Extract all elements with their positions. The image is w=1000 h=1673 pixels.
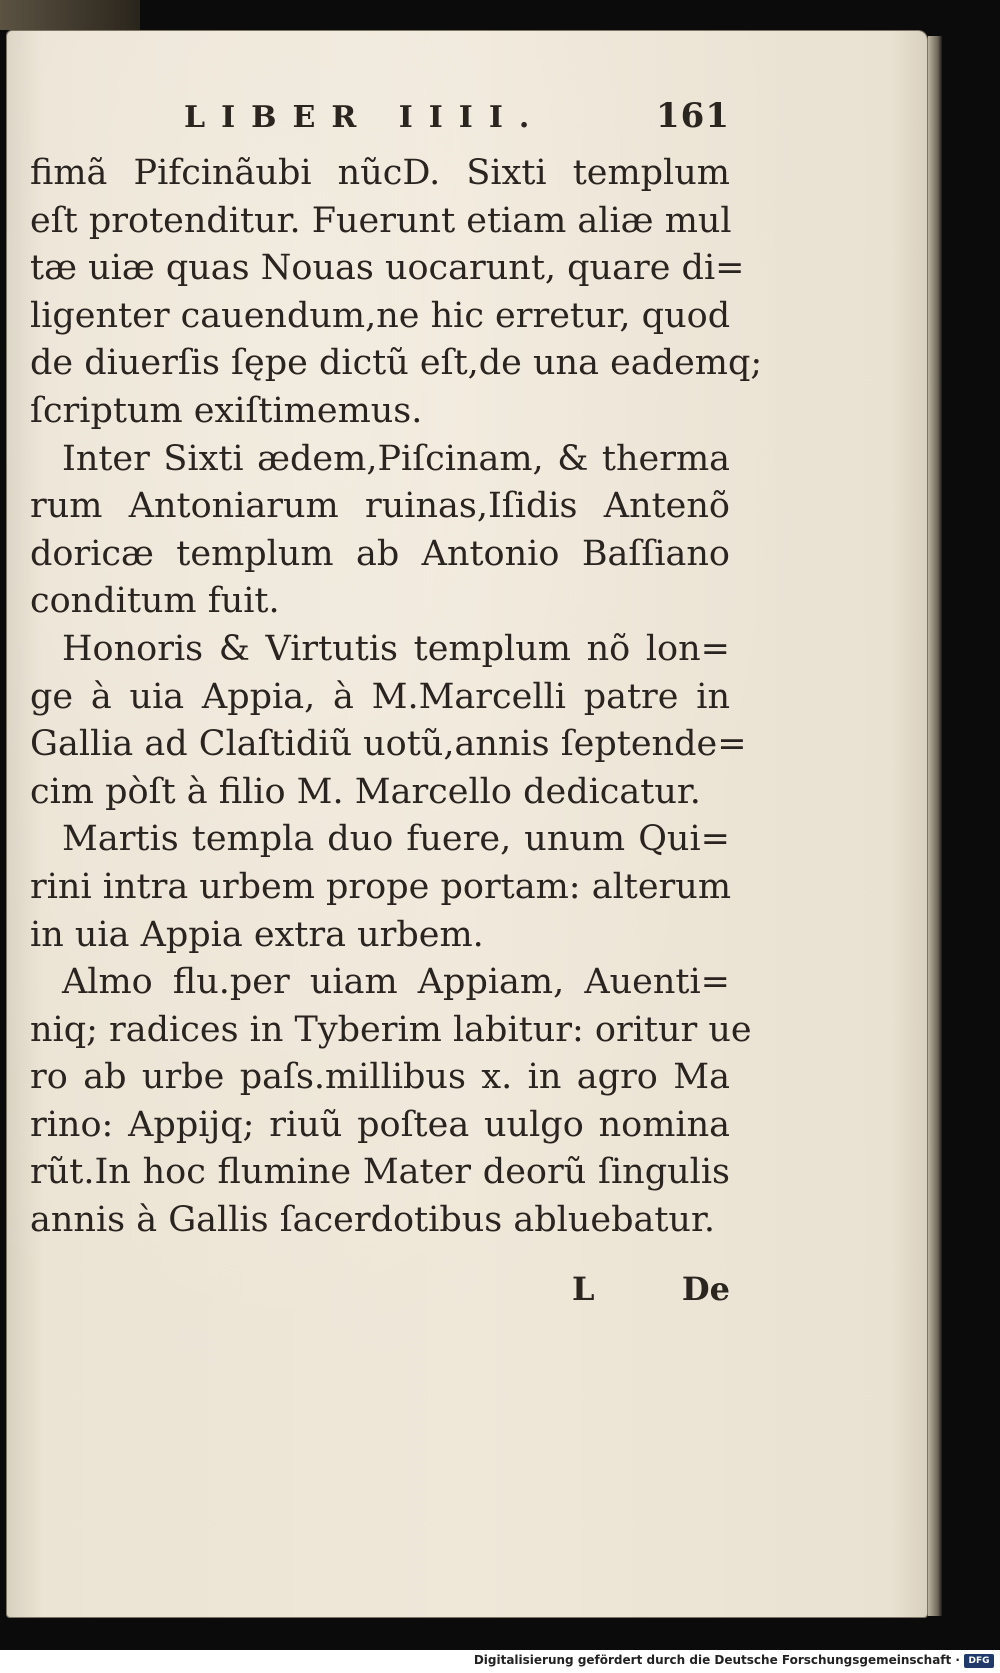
text-line: de diuerſis ſępe dictũ eſt,de una eademq;: [30, 343, 763, 384]
page-edge: [928, 36, 942, 1616]
text-line: in uia Appia extra urbem.: [30, 914, 484, 955]
text-line: Inter Sixti ædem,Piſcinam, & therma: [62, 438, 730, 479]
text-line: annis à Gallis ſacerdotibus abluebatur.: [30, 1200, 715, 1241]
text-line: Honoris & Virtutis templum nõ lon=: [62, 628, 730, 669]
body-text: [30, 150, 763, 1245]
text-line: ro ab urbe paſs.millibus x. in agro Ma: [30, 1057, 730, 1098]
text-line: ge à uia Appia, à M.Marcelli patre in: [30, 676, 730, 717]
text-line: rum Antoniarum ruinas,Iſidis Antenõ: [30, 486, 730, 527]
text-line: conditum fuit.: [30, 581, 280, 622]
text-line: niq; radices in Tyberim labitur: oritur ue: [30, 1009, 752, 1050]
text-line: tæ uiæ quas Nouas uocarunt, quare di=: [30, 248, 745, 289]
signature-mark: L: [572, 1270, 595, 1308]
text-line: rino: Appijq; riuũ poſtea uulgo nomina: [30, 1104, 730, 1145]
text-line: ſcriptum exiſtimemus.: [30, 390, 423, 431]
footer: [0, 1650, 1000, 1673]
text-line: Almo flu.per uiam Appiam, Auenti=: [62, 962, 730, 1003]
binding-corner: [0, 0, 140, 30]
running-title: LIBER IIII.: [184, 100, 546, 135]
text-line: rini intra urbem prope portam: alterum: [30, 866, 732, 907]
text-line: cim pòſt à filio M. Marcello dedicatur.: [30, 771, 701, 812]
footer-credit: Digitalisierung gefördert durch die Deutsche Forschungsgemeinschaft ·: [473, 1653, 960, 1667]
text-line: ligenter cauendum,ne hic erretur, quod: [30, 295, 731, 336]
text-line: rũt.In hoc flumine Mater deorũ ſingulis: [30, 1152, 730, 1193]
text-line: doricæ templum ab Antonio Baſſiano: [30, 533, 730, 574]
running-head: [180, 96, 730, 144]
text-line: Martis templa duo fuere, unum Qui=: [62, 819, 730, 860]
catchword: De: [681, 1270, 730, 1308]
dfg-logo: DFG: [964, 1654, 994, 1668]
text-line: fimã Pifcinãubi nũcD. Sixti templum: [30, 153, 730, 193]
text-line: eſt protenditur. Fuerunt etiam aliæ mul: [30, 200, 732, 241]
text-line: Gallia ad Claſtidiũ uotũ,annis ſeptende=: [30, 724, 747, 765]
page-number: 161: [656, 96, 730, 136]
